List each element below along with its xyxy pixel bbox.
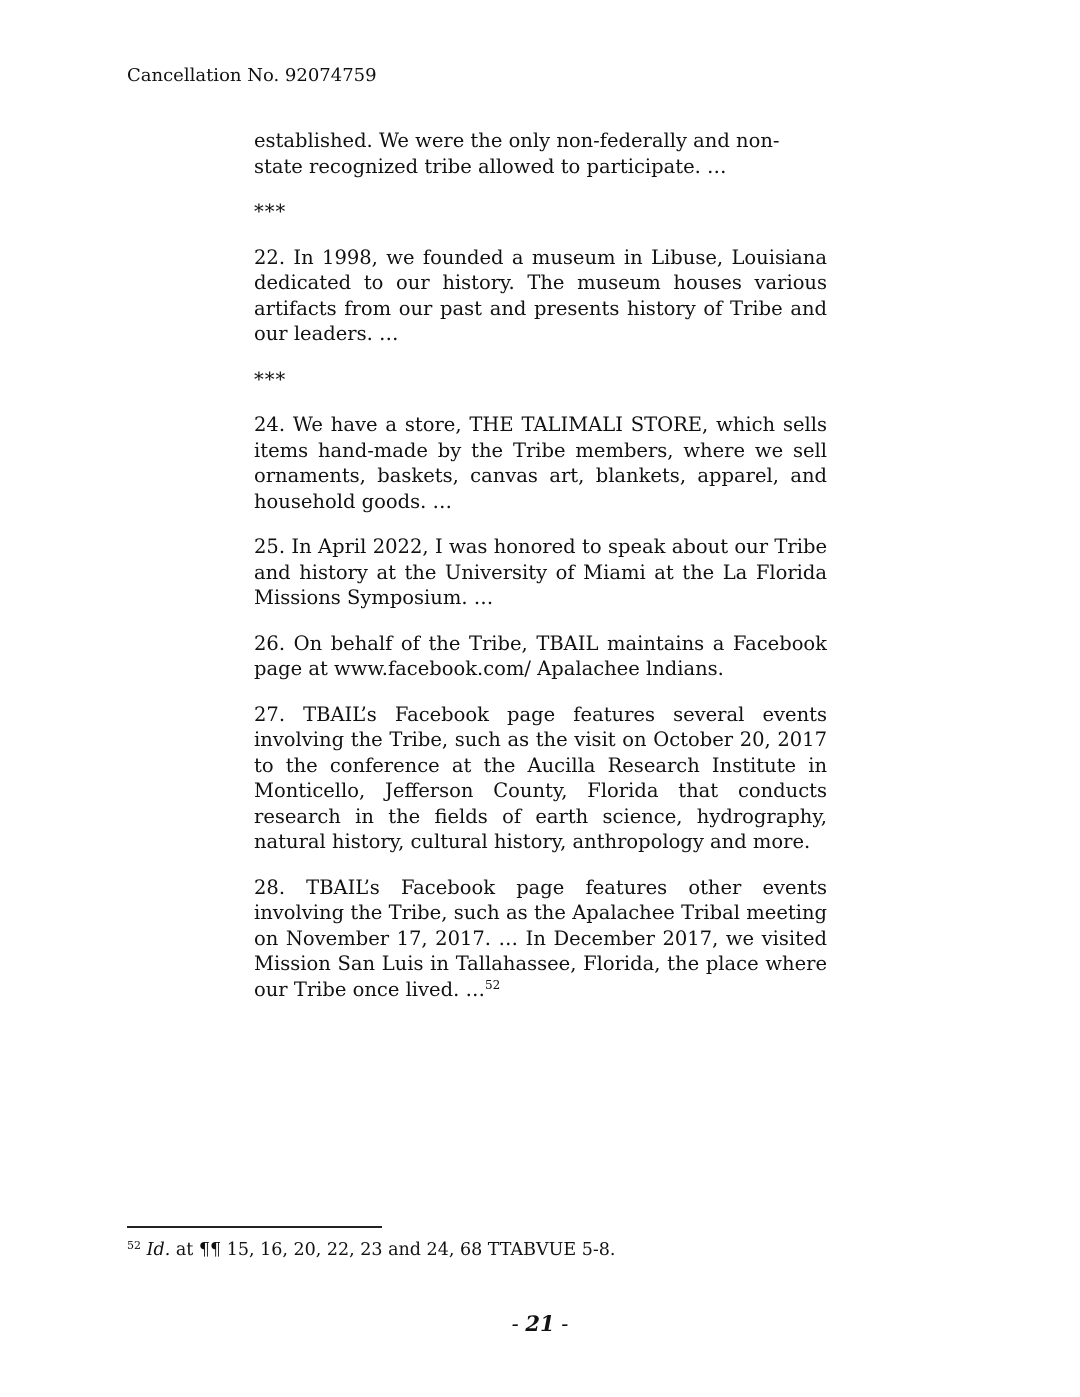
footnote-id-label: Id. [146,1240,171,1260]
footnote-marker: 52 [127,1239,141,1252]
case-header: Cancellation No. 92074759 [127,65,377,86]
footnote-divider [127,1226,382,1228]
page-number [0,1311,1080,1336]
page-number-value: 21 [525,1311,555,1336]
footnote-text: at ¶¶ 15, 16, 20, 22, 23 and 24, 68 TTABVUE 5-8. [170,1240,616,1260]
quote-paragraph-25: 25. In April 2022, I was honored to speak about our Tribe and history at the University of Miami at the La Florida Missions Symposium. … [254,535,827,609]
page-number-suffix: - [554,1312,569,1336]
quote-paragraph-28-text: 28. TBAIL’s Facebook page features other events involving the Tribe, such as the Apalachee Tribal meeting on November 17, 2017. … In December 2017, we visited Mission San Luis in Tallahassee, Florida, the place where our Tribe once lived. … [254,875,827,1001]
omission-marker: *** [254,200,287,223]
footnote [127,1239,615,1261]
quote-paragraph-22: 22. In 1998, we founded a museum in Libuse, Louisiana dedicated to our history. The museum houses various artifacts from our past and presents history of Tribe and our leaders. … [254,245,827,345]
quote-paragraph-27: 27. TBAIL’s Facebook page features several events involving the Tribe, such as the visit on October 20, 2017 to the conference at the Aucilla Research Institute in Monticello, Jefferson County, Florida that conducts research in the fields of earth science, hydrography, natural history, cultural history, anthropology and more. [254,702,827,853]
quote-paragraph-continued: established. We were the only non-federally and non-state recognized tribe allowed to participate. … [254,129,780,178]
page-number-prefix: - [511,1312,526,1336]
block-quote [254,128,827,1022]
quote-paragraph-26: 26. On behalf of the Tribe, TBAIL maintains a Facebook page at www.facebook.com/ Apalachee lndians. [254,631,827,680]
quote-paragraph-28 [254,875,827,1003]
footnote-reference: 52 [484,977,501,992]
omission-marker: *** [254,367,287,391]
quote-paragraph-24: 24. We have a store, THE TALIMALI STORE, which sells items hand-made by the Tribe members, where we sell ornaments, baskets, canvas art, blankets, apparel, and household goods. … [254,413,827,513]
